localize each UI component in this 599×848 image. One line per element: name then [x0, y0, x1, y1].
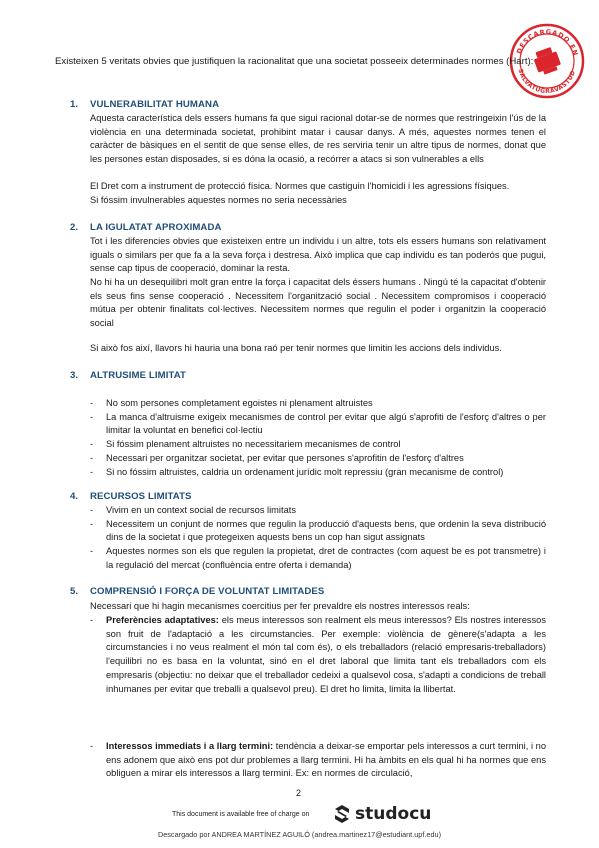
section-heading-4 — [70, 491, 192, 502]
list-item: - Si fóssim plenament altruistes no necessitariem mecanismes de control — [90, 439, 401, 450]
section-1-paragraph: Si fóssim invulnerables aquestes normes no seria necessàries — [90, 195, 347, 205]
section-number: 5. — [70, 586, 79, 597]
section-title: LA IGULATAT APROXIMADA — [90, 222, 222, 233]
section-5-list — [90, 740, 546, 781]
studocu-brand: studocu — [355, 804, 432, 824]
section-number: 1. — [70, 99, 79, 110]
stamp-bottom-text: SALVATUGRAVASTUD — [516, 68, 578, 96]
list-item: - Vivim en un context social de recursos limitats — [90, 505, 296, 515]
section-heading-2 — [70, 222, 222, 233]
section-2-paragraph: Si això fos així, llavors hi hauria una bona raó per tenir normes que limitin les accions dels individus. — [90, 343, 502, 353]
section-1-paragraph: Aquesta característica dels essers humans fa que sigui racional dotar-se de normes que restringeixin l'ús de la violència en una determinada societat, prohibint matar i causar danys. A més, aquestes normes tenen el caràcter de bàsiques en el sentit de que sense elles, de res serviria tenir un altre tipus de normes, donat que les persones estan disposades, si es dóna la ocasió, a recórrer a atacs si son vulnerables a ells — [90, 113, 546, 165]
list-item: - No som persones completament egoistes ni plenament altruistes — [90, 398, 373, 408]
list-item: - Aquestes normes son els que regulen la propietat, dret de contractes (com aquest be es pot transmetre) i la regulació del mercat (confluència entre oferta i demanda) — [90, 546, 546, 570]
page-number: 2 — [296, 788, 302, 798]
section-4-list — [90, 504, 546, 573]
studocu-logo[interactable] — [332, 804, 431, 824]
stamp-top-text: DESCARGADO EN — [515, 27, 580, 58]
availability-notice: This document is available free of charge on — [172, 811, 310, 818]
section-number: 2. — [70, 222, 79, 233]
list-item: - Necessitem un conjunt de normes que regulin la producció d'aquests bens, que ordenin la seva distribució dins de la societat i que protegeixen aquests bens un cop han sigut assignats — [90, 518, 546, 543]
section-number: 4. — [70, 491, 79, 502]
studocu-icon — [332, 804, 352, 824]
section-2-paragraph: No hi ha un desequilibri molt gran entre la força i capacitat dels éssers humans . Ningú té la capacitat d'obtenir els seus fins sense cooperació . Necessitem l'organització social . Necessitem compromisos i cooperació mútua per obtenir finalitats col·lectives. Necessitem normes que regulin el poder i organitzin la cooperació social — [90, 277, 546, 329]
section-3-list — [90, 397, 546, 479]
section-heading-3 — [70, 370, 186, 381]
section-title: ALTRUSIME LIMITAT — [90, 370, 187, 381]
section-number: 3. — [70, 370, 79, 381]
list-item: - La manca d'altruisme exigeix mecanismes de control per evitar que algú s'aprofiti de l'esforç d'altres o per limitar la voluntat en benefici col·lectiu — [90, 411, 546, 436]
downloaded-by-line: Descargado por ANDREA MARTÍNEZ AGUILÓ (andrea.martinez17@estudiant.upf.edu) — [157, 830, 442, 839]
section-title: RECURSOS LIMITATS — [90, 491, 192, 502]
section-title: VULNERABILITAT HUMANA — [90, 99, 220, 110]
section-heading-1 — [70, 99, 219, 110]
list-item: - Interessos immediats i a llarg termini: tendència a deixar-se emportar pels interessos a curt termini, i no ens adonem que això ens pot dur problemes a llarg termini. Hi ha àmbits en els qual hi ha normes que ens obliguen a mirar els interessos a llarg termini. Ex: en normes de circulació, — [90, 741, 546, 779]
intro-paragraph: Existeixen 5 veritats obvies que justifiquen la racionalitat que una societat posseeix determinades normes (Hart): — [55, 56, 534, 67]
list-item: - Preferències adaptatives: els meus interessos son realment els meus interessos? Els nostres interessos son fruit de l'adaptació a les circumstancies. Per exemple: violència de gènere(s'adapta a les circumstancies i no veus realment el món tal com és), o els treballadors (relació empresaris-treballadors) l'equilibri no es basa en la voluntat, sinó en el dret laboral que limita tant els treballadors com els empresaris (objectiu: no deixar que el treballador cedeixi a qualsevol cosa, s'adapti a condicions de treball inhumanes per evitar que treballi a qualsevol preu). El dret ho limita, limita la llibertat. — [90, 615, 546, 694]
section-heading-5 — [70, 586, 324, 597]
section-title: COMPRENSIÓ I FORÇA DE VOLUNTAT LIMITADES — [90, 586, 325, 597]
list-item: - Si no fóssim altruistes, caldria un ordenament jurídic molt repressiu (gran mecanisme de control) — [90, 466, 504, 477]
section-5-lead: Necessari que hi hagin mecanismes coercitius per fer prevaldre els nostres interessos reals: — [90, 601, 470, 611]
list-item: - Necessari per organitzar societat, per evitar que persones s'aprofitin de l'esforç d'altres — [90, 452, 464, 463]
section-5-list — [90, 614, 546, 696]
section-1-paragraph: El Dret com a instrument de protecció física. Normes que castiguin l'homicidi i les agressions físiques. — [90, 181, 510, 191]
section-2-paragraph: Tot i les diferencies obvies que existeixen entre un individu i un altre, tots els essers humans son relativament iguals o similars per que fa a la seva força i destresa. Això implica que cap individu es tan poderós que pugui, sense cap tipus de cooperació, dominar la resta. — [90, 236, 546, 274]
